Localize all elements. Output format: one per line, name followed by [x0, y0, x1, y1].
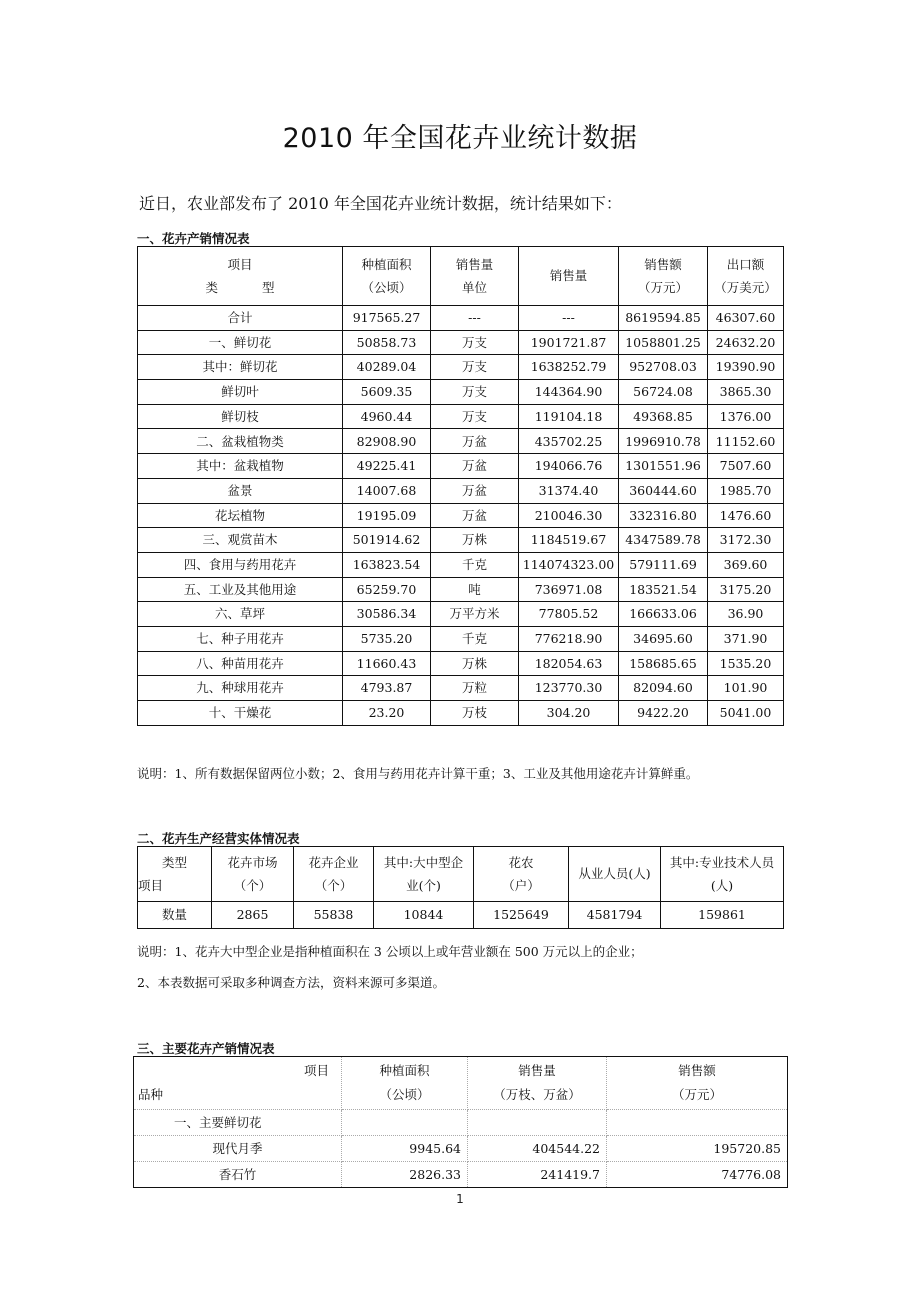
cell-volume: 776218.90 — [519, 626, 619, 651]
cell-area: 2826.33 — [342, 1162, 468, 1188]
category-row — [134, 1110, 788, 1136]
cell-area: 163823.54 — [343, 552, 431, 577]
table-row — [138, 651, 784, 676]
row-label: 九、种球用花卉 — [138, 676, 343, 701]
header-farmers — [474, 847, 569, 902]
header-large-enterprises — [374, 847, 474, 902]
cell-export: 101.90 — [708, 676, 784, 701]
cell-unit: 万支 — [431, 380, 519, 405]
cell-empty — [342, 1110, 468, 1136]
cell-unit: 万株 — [431, 528, 519, 553]
header-markets — [212, 847, 294, 902]
cell-volume: 210046.30 — [519, 503, 619, 528]
header-tech-top: 其中:专业技术人员 — [669, 854, 775, 870]
cell-export: 1985.70 — [708, 478, 784, 503]
cell-unit: 万盆 — [431, 454, 519, 479]
cell-export: 1476.60 — [708, 503, 784, 528]
cell-volume: --- — [519, 306, 619, 331]
cell-unit: 千克 — [431, 552, 519, 577]
header-unit-top: 销售量 — [455, 256, 494, 272]
row-label: 二、盆栽植物类 — [138, 429, 343, 454]
header-type — [138, 247, 343, 306]
cell-farmers: 1525649 — [474, 902, 569, 929]
cell-enterprises: 55838 — [294, 902, 374, 929]
cell-sales: 952708.03 — [619, 355, 708, 380]
cell-tech-staff: 159861 — [661, 902, 784, 929]
flower-sales-table — [137, 246, 784, 726]
header-farmers-top: 花农 — [508, 854, 534, 870]
row-label: 七、种子用花卉 — [138, 626, 343, 651]
row-label: 其中：鲜切花 — [138, 355, 343, 380]
table-row — [138, 676, 784, 701]
cell-export: 369.60 — [708, 552, 784, 577]
cell-unit: 万平方米 — [431, 602, 519, 627]
cell-export: 3172.30 — [708, 528, 784, 553]
table-row — [138, 429, 784, 454]
table1-heading: 一、花卉产销情况表 — [137, 231, 250, 246]
header-area — [342, 1057, 468, 1110]
cell-unit: 吨 — [431, 577, 519, 602]
header-area-bottom: （公顷） — [361, 280, 412, 295]
header-enterprises — [294, 847, 374, 902]
header-area-bottom: （公顷） — [379, 1087, 430, 1102]
row-label: 现代月季 — [134, 1136, 342, 1162]
cell-markets: 2865 — [212, 902, 294, 929]
cell-employees: 4581794 — [569, 902, 661, 929]
category-label: 一、主要鲜切花 — [134, 1110, 342, 1136]
table-row — [138, 626, 784, 651]
cell-export: 36.90 — [708, 602, 784, 627]
header-tech-bottom: (人) — [710, 878, 734, 893]
cell-export: 19390.90 — [708, 355, 784, 380]
cell-unit: 万粒 — [431, 676, 519, 701]
cell-export: 3175.20 — [708, 577, 784, 602]
cell-area: 30586.34 — [343, 602, 431, 627]
cell-export: 7507.60 — [708, 454, 784, 479]
document-title: 2010 年全国花卉业统计数据 — [282, 123, 638, 154]
cell-sales: 74776.08 — [607, 1162, 788, 1188]
table-row — [138, 503, 784, 528]
cell-area: 917565.27 — [343, 306, 431, 331]
table2-note-2: 2、本表数据可采取多种调查方法，资料来源可多渠道。 — [137, 975, 445, 990]
header-volume-top: 销售量 — [518, 1063, 556, 1079]
cell-volume: 31374.40 — [519, 478, 619, 503]
cell-unit: 万支 — [431, 355, 519, 380]
cell-volume: 736971.08 — [519, 577, 619, 602]
cell-area: 501914.62 — [343, 528, 431, 553]
cell-area: 9945.64 — [342, 1136, 468, 1162]
row-label: 鲜切叶 — [138, 380, 343, 405]
cell-volume: 1184519.67 — [519, 528, 619, 553]
row-label: 盆景 — [138, 478, 343, 503]
table-row — [138, 902, 784, 929]
cell-sales: 82094.60 — [619, 676, 708, 701]
header-unit — [431, 247, 519, 306]
cell-export: 24632.20 — [708, 330, 784, 355]
table-row — [138, 701, 784, 726]
header-corner — [134, 1057, 342, 1110]
cell-sales: 332316.80 — [619, 503, 708, 528]
row-label: 六、草坪 — [138, 602, 343, 627]
header-volume: 销售量 — [519, 247, 619, 306]
table-header-row — [138, 247, 784, 306]
header-area-top: 种植面积 — [379, 1063, 430, 1079]
table-row — [138, 602, 784, 627]
cell-sales: 34695.60 — [619, 626, 708, 651]
cell-volume: 1638252.79 — [519, 355, 619, 380]
header-enterprises-top: 花卉企业 — [308, 854, 359, 870]
header-sales-top: 销售额 — [678, 1063, 716, 1079]
cell-volume: 123770.30 — [519, 676, 619, 701]
cell-volume: 404544.22 — [468, 1136, 607, 1162]
row-label: 合计 — [138, 306, 343, 331]
header-type-top: 项目 — [227, 256, 253, 272]
header-export — [708, 247, 784, 306]
cell-unit: 万支 — [431, 404, 519, 429]
cell-export: 3865.30 — [708, 380, 784, 405]
cell-export: 371.90 — [708, 626, 784, 651]
cell-sales: 195720.85 — [607, 1136, 788, 1162]
table-header-row — [134, 1057, 788, 1110]
cell-volume: 435702.25 — [519, 429, 619, 454]
cell-volume: 77805.52 — [519, 602, 619, 627]
cell-sales: 166633.06 — [619, 602, 708, 627]
header-markets-bottom: （个） — [233, 878, 272, 893]
header-sales — [619, 247, 708, 306]
cell-sales: 4347589.78 — [619, 528, 708, 553]
cell-volume: 194066.76 — [519, 454, 619, 479]
table-header-row — [138, 847, 784, 902]
cell-sales: 360444.60 — [619, 478, 708, 503]
row-label: 四、食用与药用花卉 — [138, 552, 343, 577]
cell-export: 1535.20 — [708, 651, 784, 676]
cell-unit: 万支 — [431, 330, 519, 355]
table2-heading: 二、花卉生产经营实体情况表 — [137, 831, 300, 846]
header-enterprises-bottom: （个） — [314, 878, 353, 893]
cell-volume: 144364.90 — [519, 380, 619, 405]
row-label: 十、干燥花 — [138, 701, 343, 726]
cell-sales: 49368.85 — [619, 404, 708, 429]
header-employees: 从业人员(人) — [569, 847, 661, 902]
cell-area: 4793.87 — [343, 676, 431, 701]
cell-export: 46307.60 — [708, 306, 784, 331]
header-unit-bottom: 单位 — [461, 280, 487, 295]
cell-sales: 183521.54 — [619, 577, 708, 602]
cell-area: 5609.35 — [343, 380, 431, 405]
header-volume-bottom: （万枝、万盆） — [493, 1087, 581, 1102]
header-corner — [138, 847, 212, 902]
header-sales-bottom: （万元） — [671, 1087, 722, 1102]
cell-area: 23.20 — [343, 701, 431, 726]
row-label: 五、工业及其他用途 — [138, 577, 343, 602]
header-large-bottom: 业(个) — [406, 878, 441, 893]
row-label: 花坛植物 — [138, 503, 343, 528]
row-label: 香石竹 — [134, 1162, 342, 1188]
cell-sales: 579111.69 — [619, 552, 708, 577]
header-corner-bottom: 项目 — [138, 878, 164, 893]
intro-paragraph: 近日，农业部发布了 2010 年全国花卉业统计数据，统计结果如下： — [139, 194, 622, 213]
table3-heading: 三、主要花卉产销情况表 — [137, 1041, 275, 1056]
cell-area: 50858.73 — [343, 330, 431, 355]
header-large-top: 其中:大中型企 — [383, 854, 464, 870]
cell-unit: --- — [431, 306, 519, 331]
table-row — [138, 478, 784, 503]
header-sales — [607, 1057, 788, 1110]
header-area-top: 种植面积 — [361, 256, 412, 272]
cell-sales: 158685.65 — [619, 651, 708, 676]
table-row — [134, 1136, 788, 1162]
cell-unit: 千克 — [431, 626, 519, 651]
header-export-top: 出口额 — [726, 256, 765, 272]
cell-volume: 241419.7 — [468, 1162, 607, 1188]
cell-volume: 1901721.87 — [519, 330, 619, 355]
table-row — [138, 330, 784, 355]
cell-volume: 182054.63 — [519, 651, 619, 676]
cell-sales: 1058801.25 — [619, 330, 708, 355]
cell-volume: 304.20 — [519, 701, 619, 726]
cell-area: 82908.90 — [343, 429, 431, 454]
table-row — [138, 577, 784, 602]
cell-area: 49225.41 — [343, 454, 431, 479]
cell-volume: 114074323.00 — [519, 552, 619, 577]
cell-unit: 万枝 — [431, 701, 519, 726]
row-label: 数量 — [138, 902, 212, 929]
cell-sales: 8619594.85 — [619, 306, 708, 331]
header-sales-bottom: （万元） — [637, 280, 688, 295]
major-flowers-table — [133, 1056, 788, 1188]
table-row — [138, 454, 784, 479]
cell-volume: 119104.18 — [519, 404, 619, 429]
cell-area: 40289.04 — [343, 355, 431, 380]
table-row — [138, 306, 784, 331]
header-corner-top: 类型 — [161, 854, 187, 870]
table-row — [138, 380, 784, 405]
row-label: 一、鲜切花 — [138, 330, 343, 355]
cell-sales: 1996910.78 — [619, 429, 708, 454]
cell-unit: 万盆 — [431, 429, 519, 454]
cell-unit: 万盆 — [431, 478, 519, 503]
header-export-bottom: （万美元） — [714, 280, 777, 295]
cell-unit: 万株 — [431, 651, 519, 676]
cell-export: 1376.00 — [708, 404, 784, 429]
cell-area: 65259.70 — [343, 577, 431, 602]
cell-export: 5041.00 — [708, 701, 784, 726]
cell-empty — [607, 1110, 788, 1136]
cell-sales: 9422.20 — [619, 701, 708, 726]
table-row — [138, 528, 784, 553]
header-type-bottom: 类 型 — [205, 280, 275, 295]
row-label: 八、种苗用花卉 — [138, 651, 343, 676]
cell-area: 19195.09 — [343, 503, 431, 528]
row-label: 鲜切枝 — [138, 404, 343, 429]
cell-area: 4960.44 — [343, 404, 431, 429]
table-row — [138, 404, 784, 429]
header-corner-bottom: 品种 — [138, 1087, 164, 1102]
cell-area: 11660.43 — [343, 651, 431, 676]
cell-area: 5735.20 — [343, 626, 431, 651]
table-row — [138, 552, 784, 577]
header-corner-top: 项目 — [303, 1063, 329, 1079]
cell-area: 14007.68 — [343, 478, 431, 503]
header-area — [343, 247, 431, 306]
header-volume — [468, 1057, 607, 1110]
header-markets-top: 花卉市场 — [227, 854, 278, 870]
header-tech-staff — [661, 847, 784, 902]
table2-note-1: 说明：1、花卉大中型企业是指种植面积在 3 公顷以上或年营业额在 500 万元以上的企业； — [137, 944, 643, 959]
cell-large-enterprises: 10844 — [374, 902, 474, 929]
table1-note: 说明：1、所有数据保留两位小数；2、食用与药用花卉计算干重；3、工业及其他用途花卉计算鲜重。 — [137, 766, 699, 781]
table-row — [138, 355, 784, 380]
business-entities-table — [137, 846, 784, 929]
row-label: 其中：盆栽植物 — [138, 454, 343, 479]
table-row — [134, 1162, 788, 1188]
header-sales-top: 销售额 — [644, 256, 682, 272]
page-number: 1 — [456, 1192, 464, 1206]
cell-sales: 56724.08 — [619, 380, 708, 405]
row-label: 三、观赏苗木 — [138, 528, 343, 553]
header-farmers-bottom: （户） — [502, 878, 540, 893]
cell-empty — [468, 1110, 607, 1136]
cell-unit: 万盆 — [431, 503, 519, 528]
cell-sales: 1301551.96 — [619, 454, 708, 479]
cell-export: 11152.60 — [708, 429, 784, 454]
